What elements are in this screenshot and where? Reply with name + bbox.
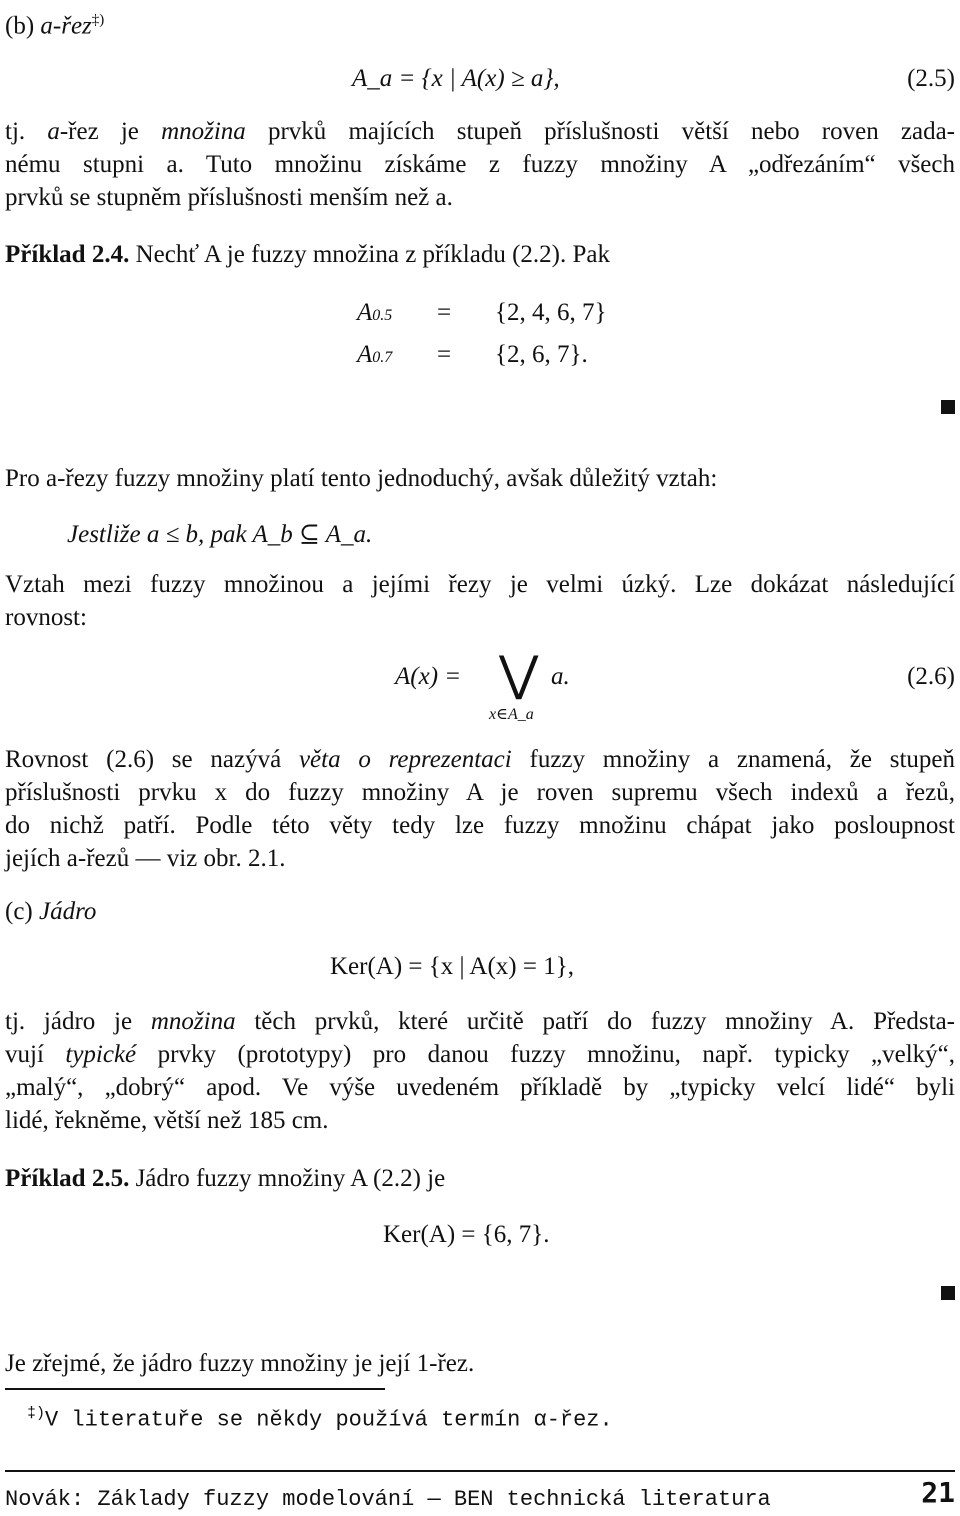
end-of-example-mark <box>941 400 955 414</box>
text-line: nému stupni a. Tuto množinu získáme z fuzzy množiny A „odřezáním“ všech <box>5 151 955 178</box>
text-line: tj. a-řez je množina prvků majících stupeň příslušnosti větší nebo roven zada- <box>5 118 955 145</box>
equation-2-6-lhs: A(x) = <box>395 663 462 690</box>
equation-number: (2.5) <box>907 65 955 92</box>
text-line: lidé, řekněme, větší než 185 cm. <box>5 1107 329 1134</box>
paragraph-alpha-cut <box>5 115 955 214</box>
example-2-4 <box>5 238 610 271</box>
cut-a05-rhs: {2, 4, 6, 7} <box>495 299 607 326</box>
equation-kernel-example: Ker(A) = {6, 7}. <box>383 1221 550 1248</box>
footnote-rule <box>5 1388 385 1390</box>
text-line: jejích a-řezů — viz obr. 2.1. <box>5 845 286 872</box>
cut-a07-rel: = <box>437 341 452 368</box>
footnote-text: V literatuře se někdy používá termín α-řez. <box>45 1407 613 1433</box>
cut-a05-lhs: A0.5 <box>357 299 393 326</box>
section-label: (b) <box>5 12 41 40</box>
equation-kernel: Ker(A) = {x | A(x) = 1}, <box>330 953 574 980</box>
end-of-example-mark <box>941 1286 955 1300</box>
cut-a07-lhs: A0.7 <box>357 341 393 368</box>
equation-2-6-rhs: a. <box>551 663 570 690</box>
document-page <box>5 0 955 1515</box>
paragraph-kernel <box>5 1005 955 1137</box>
text-line: prvků se stupněm příslušnosti menším než a. <box>5 184 453 211</box>
footnote-marker: ‡) <box>27 1405 46 1422</box>
paragraph-representation-theorem <box>5 743 955 875</box>
join-index: x∈A_a <box>489 706 534 723</box>
section-c-heading <box>5 895 96 928</box>
example-text: Nechť A je fuzzy množina z příkladu (2.2). Pak <box>129 241 611 268</box>
section-term: Jádro <box>39 898 97 925</box>
example-text: Jádro fuzzy množiny A (2.2) je <box>129 1165 446 1192</box>
cut-a07-rhs: {2, 6, 7}. <box>495 341 588 368</box>
equation-number: (2.6) <box>907 663 955 690</box>
text-line: tj. jádro je množina těch prvků, které určitě patří do fuzzy množiny A. Předsta- <box>5 1008 955 1035</box>
example-2-5 <box>5 1162 445 1195</box>
example-title: Příklad 2.4. <box>5 241 130 268</box>
text-line: Rovnost (2.6) se nazývá věta o reprezentaci fuzzy množiny a znamená, že stupeň <box>5 746 955 773</box>
text-line: do nichž patří. Podle této věty tedy lze fuzzy množinu chápat jako posloupnost <box>5 812 955 839</box>
theorem-statement: Jestliže a ≤ b, pak A_b ⊆ A_a. <box>67 521 373 548</box>
section-b-heading <box>5 4 104 42</box>
join-operator: ⋁ <box>499 646 539 702</box>
paragraph-relation <box>5 568 955 634</box>
text-line: Vztah mezi fuzzy množinou a jejími řezy je velmi úzký. Lze dokázat následující <box>5 571 955 598</box>
example-title: Příklad 2.5. <box>5 1165 130 1192</box>
page-number: 21 <box>921 1476 955 1509</box>
text-line: vují typické prvky (prototypy) pro danou fuzzy množinu, např. typicky „velký“, <box>5 1041 955 1068</box>
text-line: „malý“, „dobrý“ apod. Ve výše uvedeném příkladě by „typicky velcí lidé“ byli <box>5 1074 955 1101</box>
footer-rule <box>5 1470 955 1472</box>
paragraph-cut-property: Pro a-řezy fuzzy množiny platí tento jednoduchý, avšak důležitý vztah: <box>5 465 718 492</box>
footnote <box>27 1397 613 1436</box>
footnote-marker: ‡) <box>91 12 105 28</box>
section-term: a-řez <box>40 12 92 40</box>
paragraph-kernel-cut: Je zřejmé, že jádro fuzzy množiny je její 1-řez. <box>5 1350 475 1377</box>
equation-2-5: A_a = {x | A(x) ≥ a}, <box>352 65 560 92</box>
text-line: rovnost: <box>5 604 87 631</box>
footer-text: Novák: Základy fuzzy modelování — BEN technická literatura <box>5 1487 771 1512</box>
text-line: příslušnosti prvku x do fuzzy množiny A je roven supremu všech indexů a řezů, <box>5 779 955 806</box>
section-label: (c) <box>5 898 39 925</box>
cut-a05-rel: = <box>437 299 452 326</box>
